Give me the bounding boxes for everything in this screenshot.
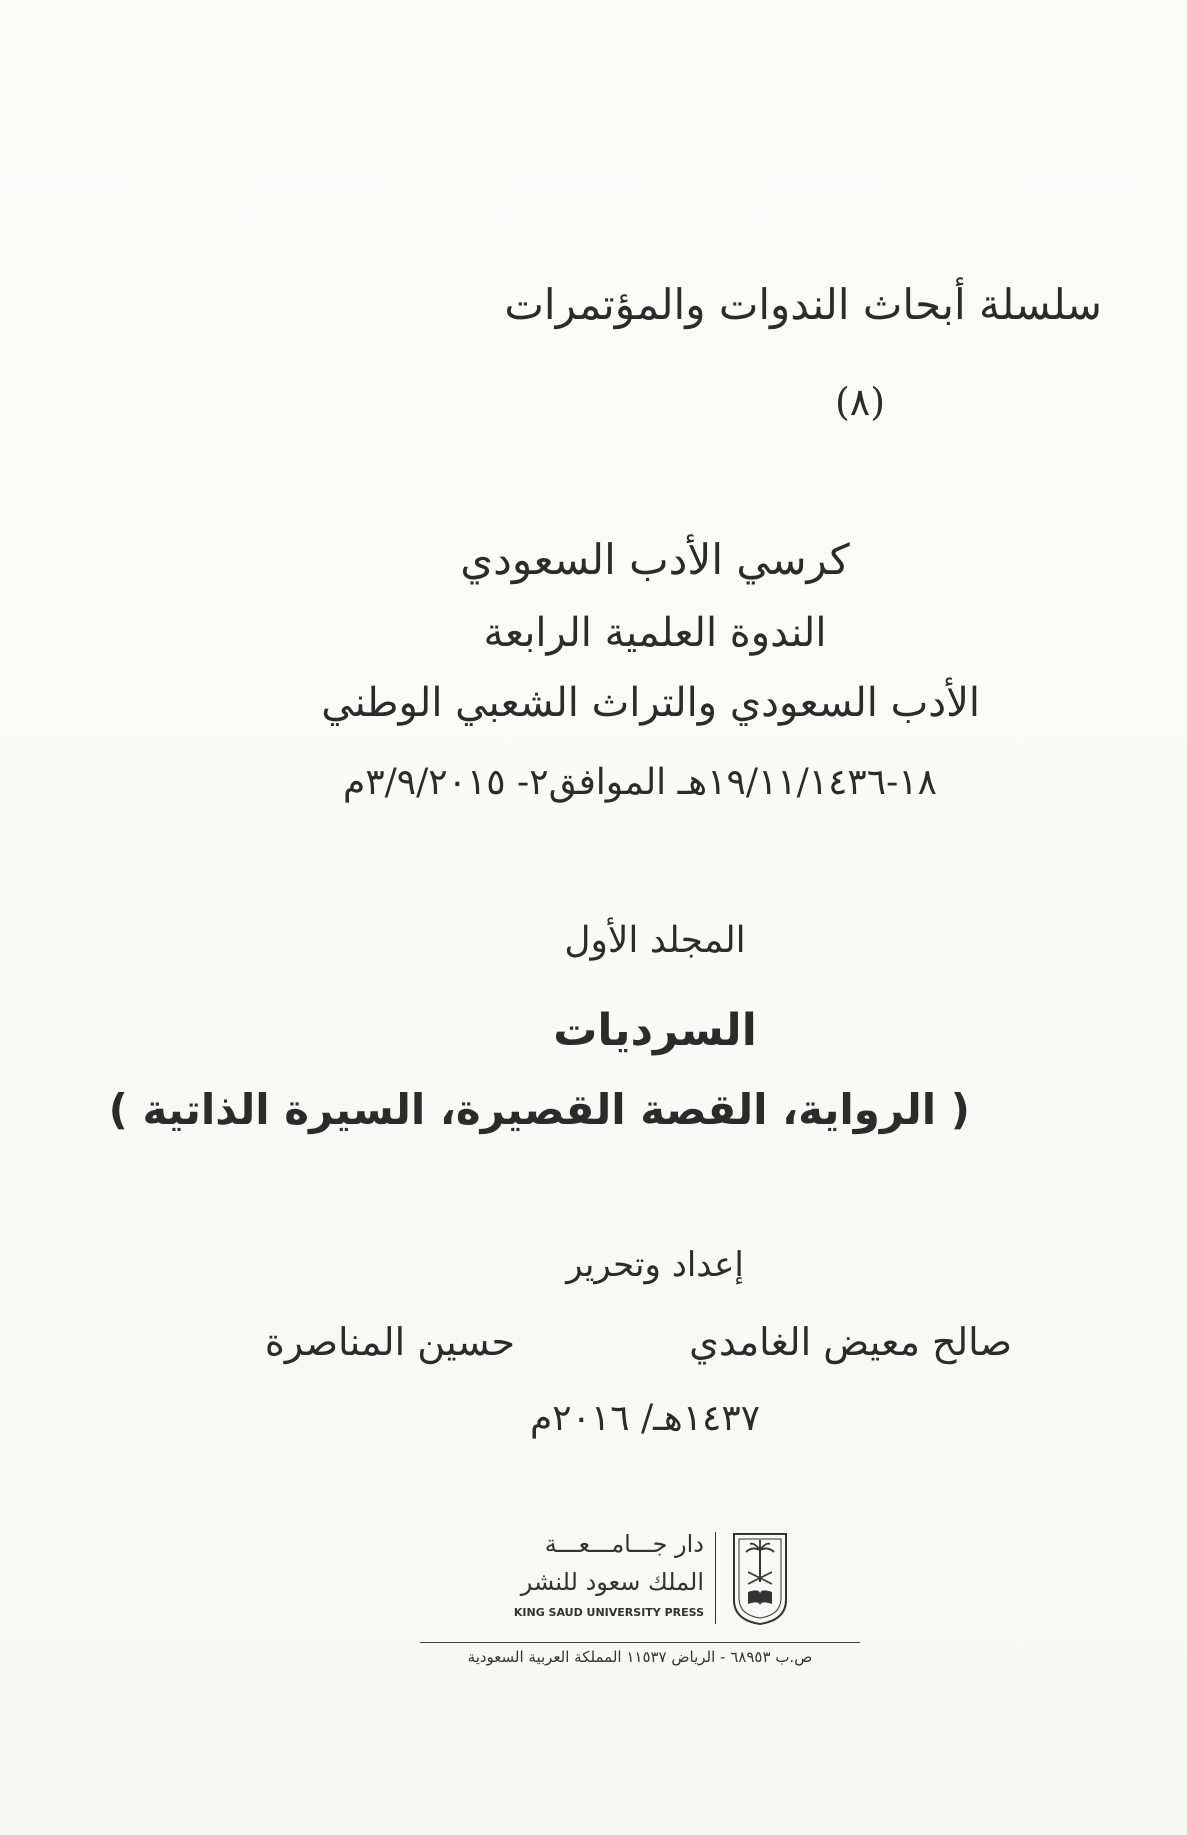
chair-name: كرسي الأدب السعودي: [460, 535, 850, 584]
volume-title: السرديات: [553, 1005, 757, 1056]
series-title: سلسلة أبحاث الندوات والمؤتمرات: [504, 280, 1102, 329]
editor-name-2: حسين المناصرة: [264, 1320, 515, 1364]
symposium-name: الندوة العلمية الرابعة: [483, 610, 827, 656]
publisher-address: ص.ب ٦٨٩٥٣ - الرياض ١١٥٣٧ المملكة العربية السعودية: [467, 1648, 813, 1666]
editors-label: إعداد وتحرير: [566, 1245, 744, 1285]
publisher-name-line2: الملك سعود للنشر: [520, 1568, 704, 1596]
symposium-dates: ١٨-١٩/١١/١٤٣٦هـ الموافق٢- ٣/٩/٢٠١٥م: [343, 762, 937, 803]
publisher-divider: [715, 1532, 716, 1624]
ksu-emblem-icon: [730, 1530, 790, 1626]
publisher-name-english: KING SAUD UNIVERSITY PRESS: [513, 1606, 704, 1619]
series-number: (٨): [834, 380, 886, 424]
volume-genres: ( الرواية، القصة القصيرة، السيرة الذاتية ): [108, 1085, 970, 1134]
editor-name-1: صالح معيض الغامدي: [689, 1320, 1012, 1364]
publisher-name-line1: دار جـــامـــعـــة: [544, 1530, 704, 1558]
publisher-logo: [490, 1530, 790, 1640]
symposium-theme: الأدب السعودي والتراث الشعبي الوطني: [321, 680, 980, 726]
publication-year: ١٤٣٧هـ/ ٢٠١٦م: [529, 1398, 761, 1439]
volume-label: المجلد الأول: [564, 920, 746, 961]
address-divider: [420, 1642, 860, 1643]
